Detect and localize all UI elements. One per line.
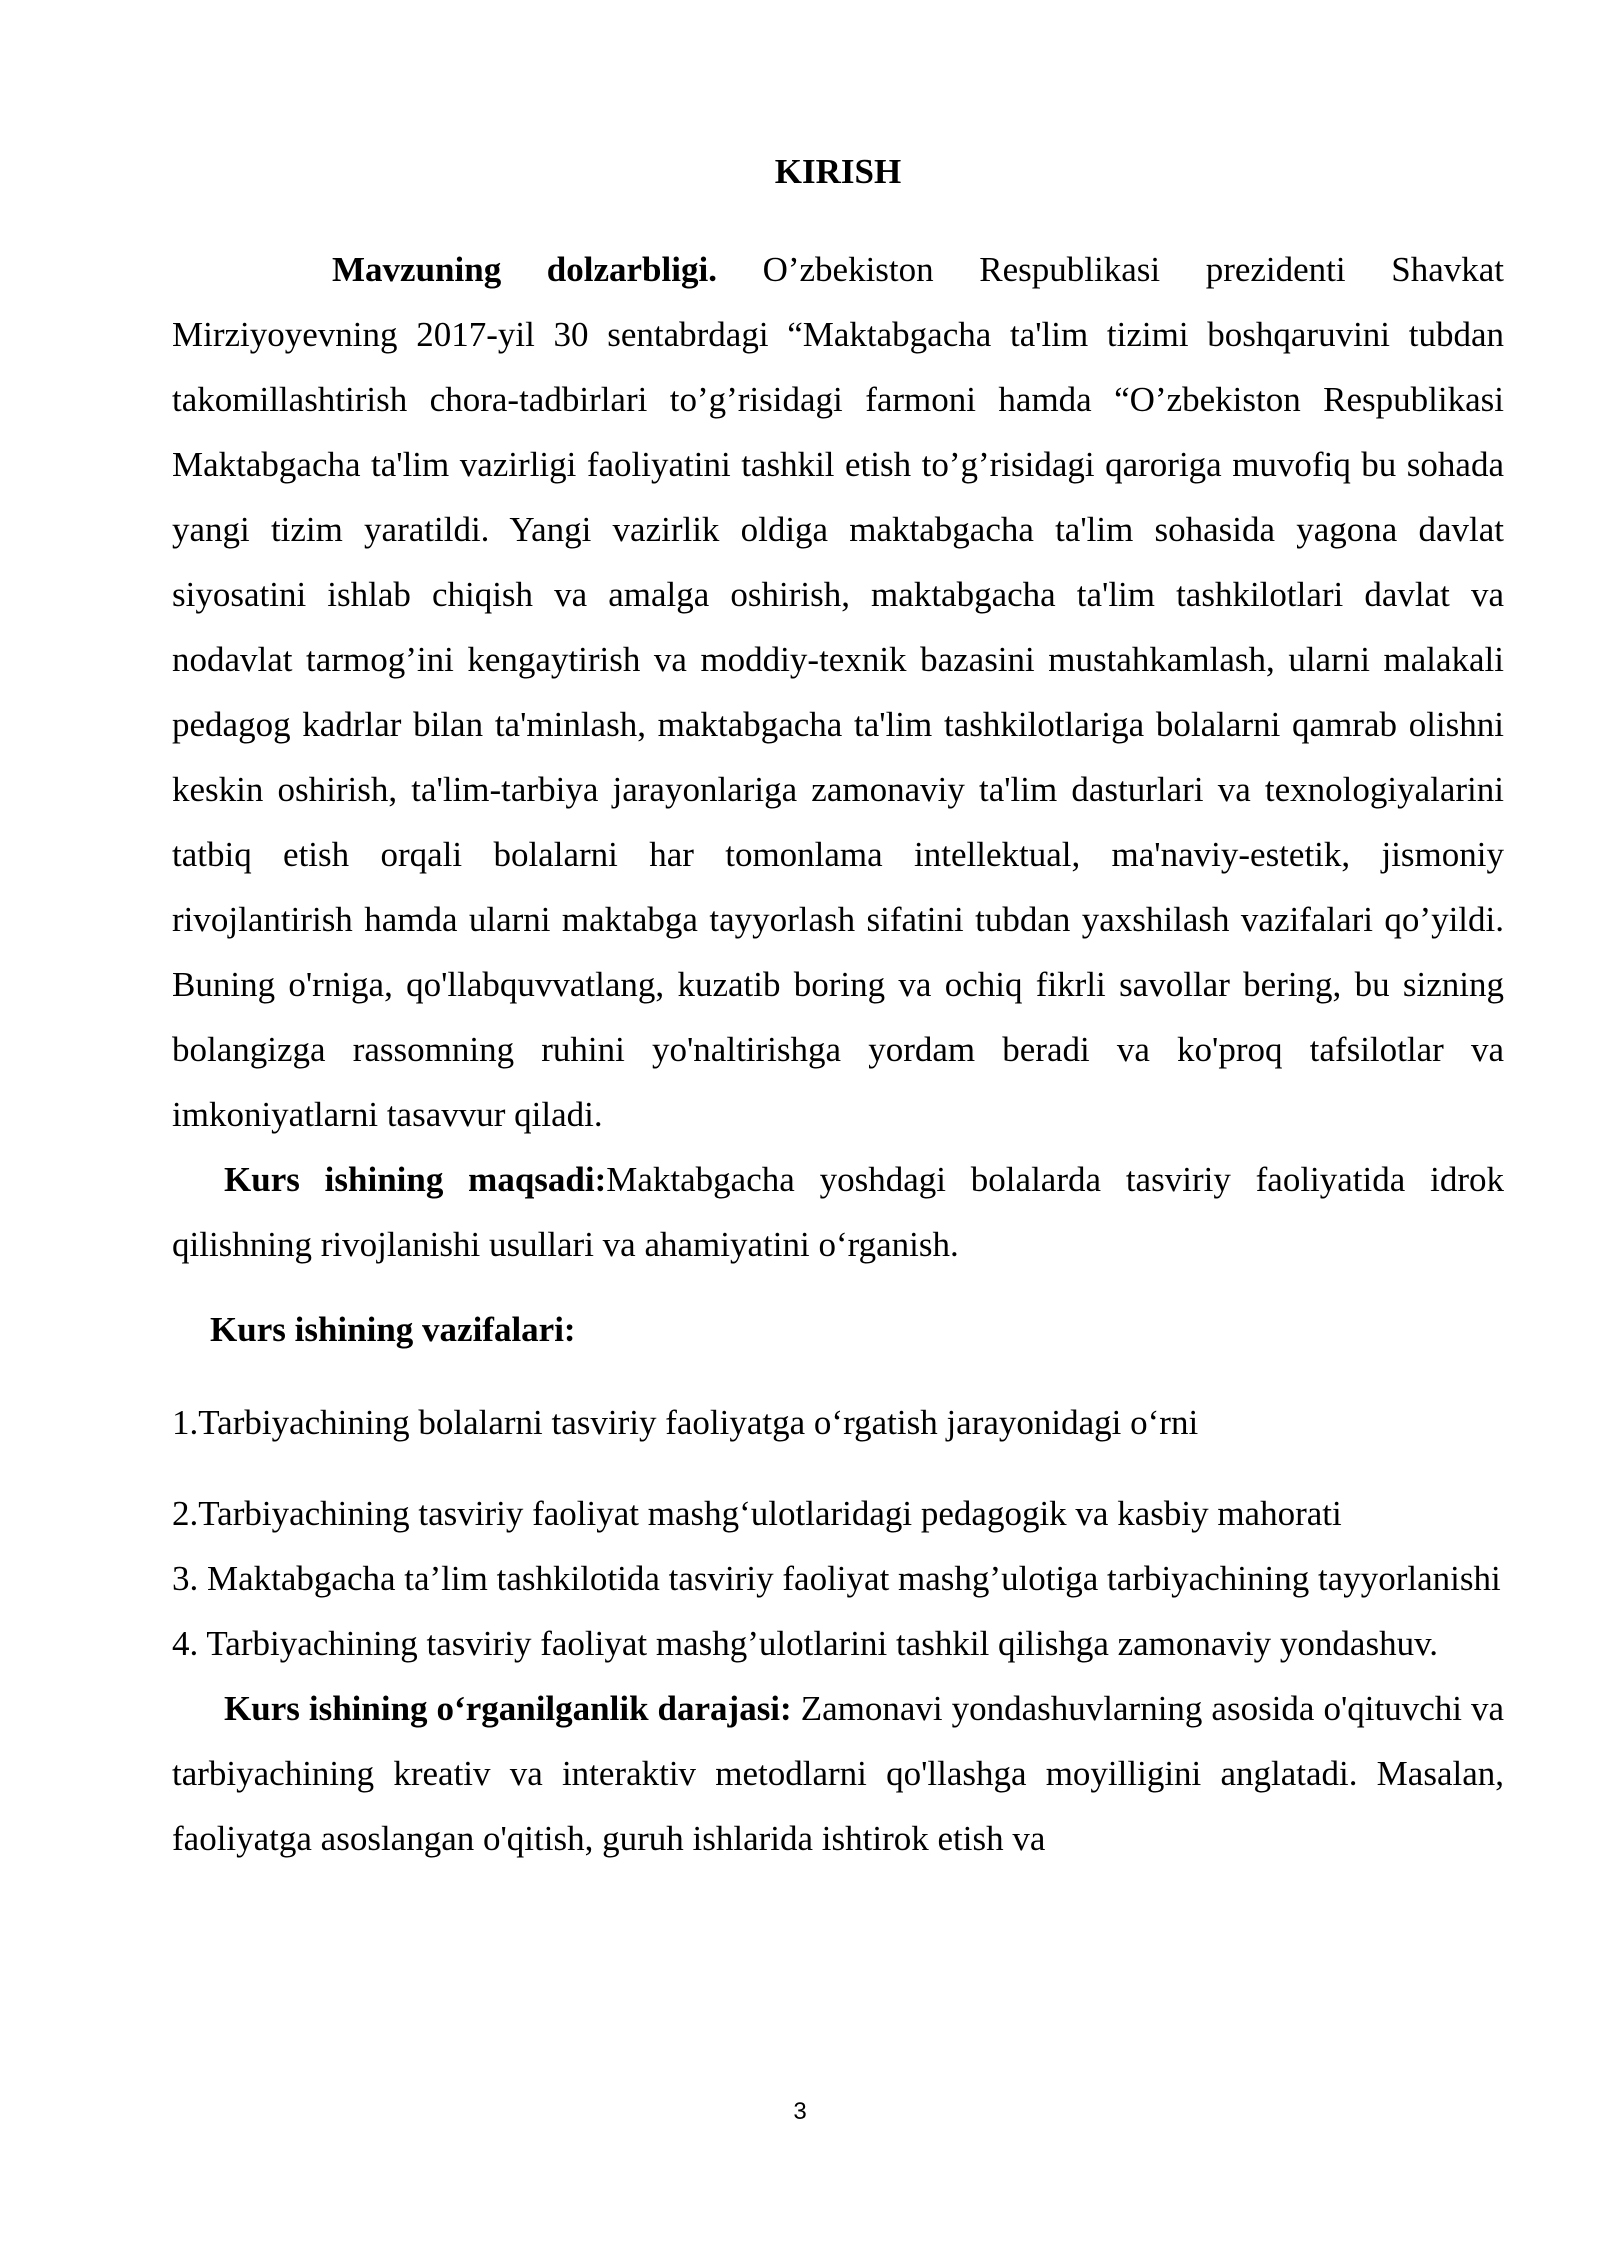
task-item-4: 4. Tarbiyachining tasviriy faoliyat mashg’ulotlarini tashkil qilishga zamonaviy yondashuv. [172, 1624, 1439, 1663]
study-paragraph [172, 1676, 1504, 1871]
task-item-1: 1.Tarbiyachining bolalarni tasviriy faoliyatga oʻrgatish jarayonidagi oʻrni [172, 1403, 1199, 1442]
relevance-text: O’zbekiston Respublikasi prezidenti Shavkat Mirziyoyevning 2017-yil 30 sentabrdagi “Maktabgacha ta'lim tizimi boshqaruvini tubdan takomillashtirish chora-tadbirlari to’g’risidagi farmoni hamda “O’zbekiston Respublikasi Maktabgacha ta'lim vazirligi faoliyatini tashkil etish to’g’risidagi qaroriga muvofiq bu sohada yangi tizim yaratildi. Yangi vazirlik oldiga maktabgacha ta'lim sohasida yagona davlat siyosatini ishlab chiqish va amalga oshirish, maktabgacha ta'lim tashkilotlari davlat va nodavlat tarmog’ini kengaytirish va moddiy-texnik bazasini mustahkamlash, ularni malakali pedagog kadrlar bilan ta'minlash, maktabgacha ta'lim tashkilotlariga bolalarni qamrab olishni keskin oshirish, ta'lim-tarbiya jarayonlariga zamonaviy ta'lim dasturlari va texnologiyalarini tatbiq etish orqali bolalarni har tomonlama intellektual, ma'naviy-estetik, jismoniy rivojlantirish hamda ularni maktabga tayyorlash sifatini tubdan yaxshilash vazifalari qo’yildi. Buning o'rniga, qo'llabquvvatlang, kuzatib boring va ochiq fikrli savollar bering, bu sizning bolangizga rassomning ruhini yo'naltirishga yordam beradi va ko'proq tafsilotlar va imkoniyatlarni tasavvur qiladi. [172, 250, 1505, 1134]
tasks-heading: Kurs ishining vazifalari: [210, 1310, 576, 1349]
goal-lead: Kurs ishining maqsadi: [224, 1160, 607, 1199]
goal-paragraph [172, 1147, 1504, 1277]
page-number: 3 [793, 2098, 807, 2125]
goal-text: Maktabgacha yoshdagi bolalarda tasviriy faoliyatida idrok qilishning rivojlanishi usullari va ahamiyatini oʻrganish. [172, 1160, 1504, 1264]
task-item-2: 2.Tarbiyachining tasviriy faoliyat mashgʻulotlaridagi pedagogik va kasbiy mahorati [172, 1494, 1342, 1533]
task-item-3: 3. Maktabgacha ta’lim tashkilotida tasviriy faoliyat mashg’ulotiga tarbiyachining tayyorlanishi [172, 1559, 1501, 1598]
study-text: Zamonavi yondashuvlarning asosida o'qituvchi va tarbiyachining kreativ va interaktiv metodlarni qo'llashga moyilligini anglatadi. Masalan, faoliyatga asoslangan o'qitish, guruh ishlarida ishtirok etish va [172, 1689, 1505, 1858]
page-title: KIRISH [774, 152, 902, 191]
study-lead: Kurs ishining oʻrganilganlik darajasi: [224, 1689, 792, 1728]
relevance-paragraph [172, 237, 1504, 1147]
relevance-lead: Mavzuning dolzarbligi. [332, 250, 717, 289]
document-body [172, 142, 1504, 1871]
